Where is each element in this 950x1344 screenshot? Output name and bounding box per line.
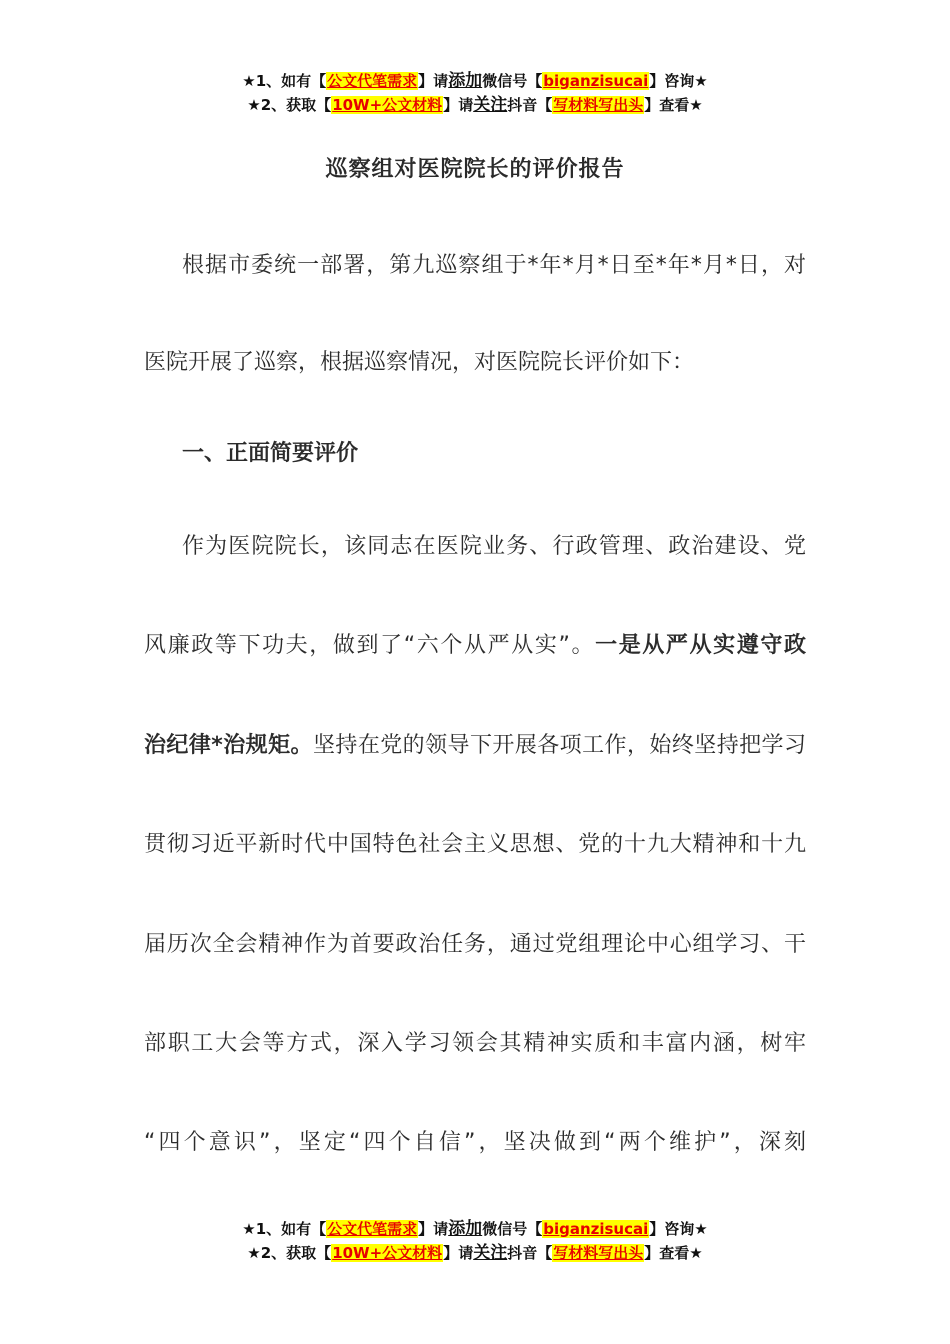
paragraph-2-line-3: 治纪律*治规矩。坚持在党的领导下开展各项工作，始终坚持把学习 [144, 733, 806, 758]
promo-banner-bottom [0, 1217, 950, 1265]
promo-line-2: ★2、获取【10W+公文材料】请关注抖音【写材料写出头】查看★ [247, 95, 703, 115]
paragraph-1-line-1: 根据市委统一部署，第九巡察组于*年*月*日至*年*月*日，对 [182, 253, 806, 278]
emphasis-point-one: 一是从严从实遵守政 [595, 633, 806, 658]
highlight-douyin-account: 写材料写出头 [553, 96, 644, 114]
document-title: 巡察组对医院院长的评价报告 [325, 157, 625, 182]
highlight-service: 公文代笔需求 [327, 1220, 418, 1238]
paragraph-2-line-4: 贯彻习近平新时代中国特色社会主义思想、党的十九大精神和十九 [144, 832, 806, 857]
emphasis-point-one-end: 治纪律*治规矩。 [144, 733, 313, 758]
paragraph-1-line-2: 医院开展了巡察，根据巡察情况，对医院院长评价如下： [144, 350, 695, 375]
paragraph-2-line-1: 作为医院院长，该同志在医院业务、行政管理、政治建设、党 [182, 534, 806, 559]
highlight-douyin-account: 写材料写出头 [553, 1244, 644, 1262]
highlight-service: 公文代笔需求 [327, 72, 418, 90]
paragraph-2-line-2: 风廉政等下功夫，做到了“六个从严从实”。一是从严从实遵守政 [144, 633, 806, 658]
highlight-wechat-id: biganzisucai [543, 1220, 649, 1238]
promo-banner-top [0, 69, 950, 117]
highlight-materials: 10W+公文材料 [332, 96, 443, 114]
highlight-materials: 10W+公文材料 [332, 1244, 443, 1262]
promo-line-2: ★2、获取【10W+公文材料】请关注抖音【写材料写出头】查看★ [247, 1243, 703, 1263]
paragraph-2-line-6: 部职工大会等方式，深入学习领会其精神实质和丰富内涵，树牢 [144, 1031, 806, 1056]
promo-line-1: ★1、如有【公文代笔需求】请添加微信号【biganzisucai】咨询★ [242, 1219, 708, 1239]
highlight-wechat-id: biganzisucai [543, 72, 649, 90]
paragraph-2-line-5: 届历次全会精神作为首要政治任务，通过党组理论中心组学习、干 [144, 932, 806, 957]
promo-line-1: ★1、如有【公文代笔需求】请添加微信号【biganzisucai】咨询★ [242, 71, 708, 91]
section-heading-1: 一、正面简要评价 [182, 441, 359, 466]
paragraph-2-line-7: “四个意识”，坚定“四个自信”，坚决做到“两个维护”，深刻 [144, 1130, 806, 1155]
